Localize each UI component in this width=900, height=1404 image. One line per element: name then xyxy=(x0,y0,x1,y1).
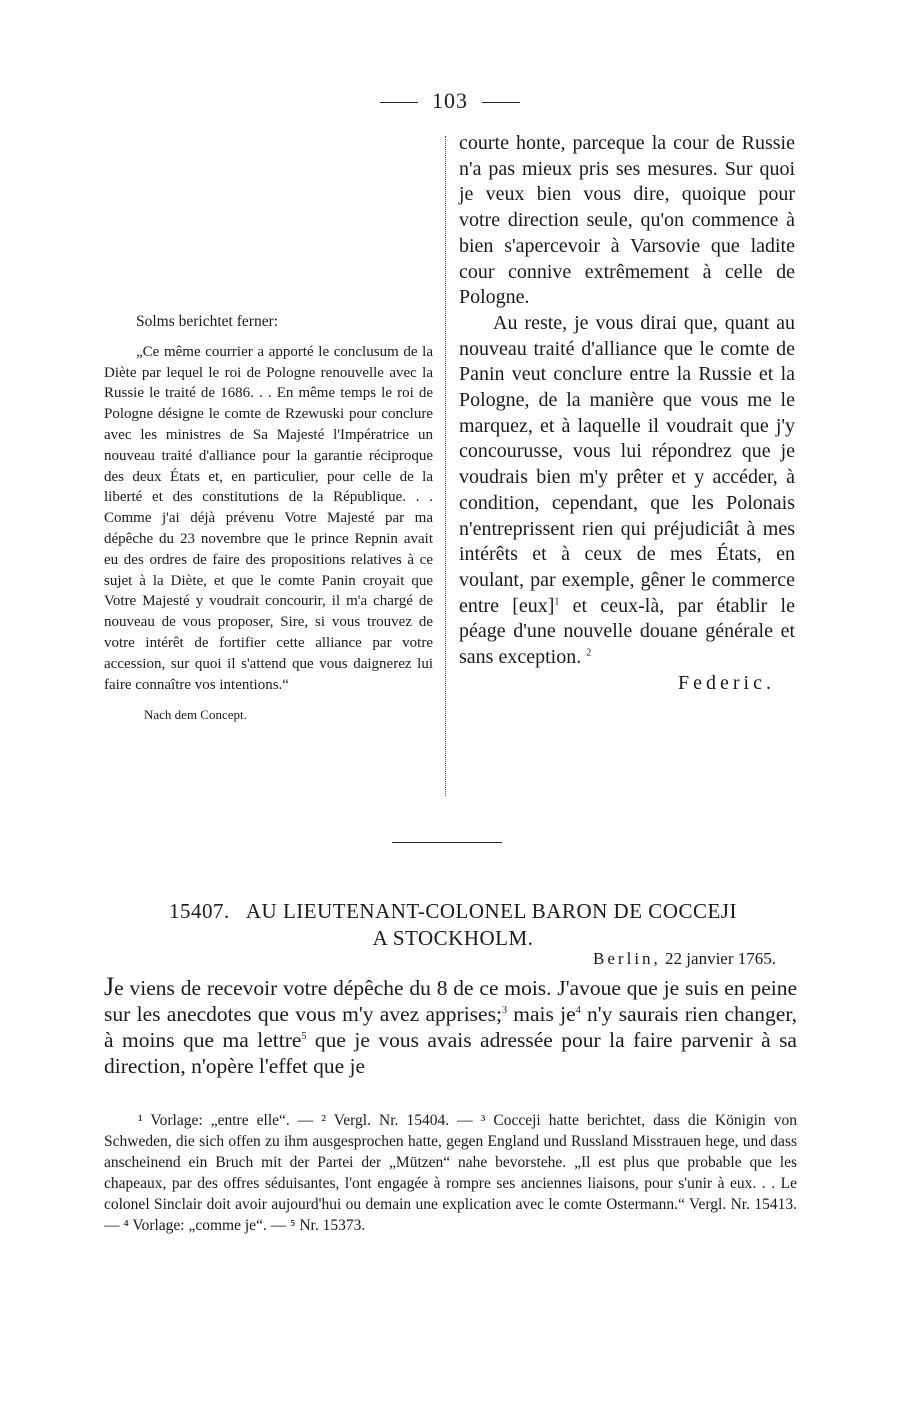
footnote-ref-4: 4 xyxy=(575,1004,581,1016)
section-separator xyxy=(392,842,502,843)
letter-initial: J xyxy=(104,972,115,1001)
footnote-ref-1: 1 xyxy=(554,596,560,607)
right-column xyxy=(459,131,795,696)
page-number-left-rule xyxy=(380,102,418,103)
left-column xyxy=(104,312,433,726)
letter-heading-line-2: A STOCKHOLM. xyxy=(372,926,534,950)
left-column-source-note: Nach dem Concept. xyxy=(144,707,247,723)
footnote-ref-5: 5 xyxy=(301,1030,307,1042)
dateline-place: Berlin, xyxy=(593,949,661,968)
letter-body-text-c: n'y saurais rien changer, à moins que ma lettre xyxy=(104,1002,797,1052)
letter-heading xyxy=(128,898,778,952)
letter-number: 15407. xyxy=(169,899,230,923)
footnote-ref-2: 2 xyxy=(586,647,592,659)
right-paragraph-2-text-b: et ceux-là, par établir le péage d'une nouvelle douane générale et sans exception. xyxy=(459,594,795,669)
letter-body-text-b: mais je xyxy=(506,1002,576,1026)
page-number xyxy=(0,88,900,114)
dateline-date: 22 janvier 1765. xyxy=(665,949,776,968)
signature: Federic. xyxy=(678,671,775,694)
page-number-text: 103 xyxy=(432,88,468,113)
left-column-intro: Solms berichtet ferner: xyxy=(136,313,279,330)
footnote-ref-3: 3 xyxy=(501,1004,507,1016)
dateline xyxy=(440,949,776,969)
page-number-right-rule xyxy=(482,102,520,103)
letter-addressee: AU LIEUTENANT-COLONEL BARON DE COCCEJI xyxy=(245,899,737,923)
right-column-paragraph-1: courte honte, parceque la cour de Russie n'a pas mieux pris ses mesures. Sur quoi je veux bien vous dire, quoique pour votre direction seule, qu'on commence à bien s'apercevoir à Varsovie que ladite cour connive extrêmement à celle de Pologne. xyxy=(459,132,795,309)
column-divider xyxy=(445,136,446,796)
letter-body-text-d: que je vous avais adressée pour la faire parvenir à sa direction, n'opère l'effet que je xyxy=(104,1028,797,1078)
left-column-quote: „Ce même courrier a apporté le conclusum de la Diète par lequel le roi de Pologne renouvelle avec la Russie le traité de 1686. . . En même temps le roi de Pologne désigne le comte de Rzewuski pour conclure avec les ministres de Sa Majesté l'Impératrice un nouveau traité d'alliance pour la garantie réciproque des deux États et, en particulier, pour celle de la liberté et des constitutions de la République. . . Comme j'ai déjà prévenu Votre Majesté par ma dépêche du 23 novembre que le prince Repnin avait eu des ordres de faire des propositions relatives à ce sujet à la Diète, et que le comte Panin croyait que Votre Majesté y voudrait concourir, il m'a chargé de nouveau de vous proposer, Sire, si vous trouvez de votre intérêt de fortifier cette alliance par votre accession, sur quoi il s'attend que vous daignerez lui faire connaître vos intentions.“ xyxy=(104,343,433,693)
letter-body xyxy=(104,974,797,1079)
letter-heading-line-1 xyxy=(128,898,778,925)
right-paragraph-2-text-a: Au reste, je vous dirai que, quant au nouveau traité d'alliance que le comte de Panin veut conclure entre la Russie et la Pologne, de la manière que vous me le marquez, et à laquelle il voudrait que j'y concourusse, vous lui répondrez que je voudrais bien m'y prêter et y accéder, à condition, cependant, que les Polonais n'entreprissent rien qui préjudiciât à mes intérêts et à ceux de mes États, en voulant, par exemple, gêner le commerce entre [eux] xyxy=(459,311,795,617)
footnotes: ¹ Vorlage: „entre elle“. — ² Vergl. Nr. 15404. — ³ Cocceji hatte berichtet, dass die Königin von Schweden, die sich offen zu ihm ausgesprochen hatte, gegen England und Russland Misstrauen hege, und dass anscheinend ein Bruch mit der Partei der „Mützen“ nahe bevorstehe. „Il est plus que probable que les chapeaux, par des offres séduisantes, l'ont engagée à rompre ses anciennes liaisons, pour s'unir à eux. . . Le colonel Sinclair doit avoir aujourd'hui ou demain une explication avec le comte Ostermann.“ Vergl. Nr. 15413. — ⁴ Vorlage: „comme je“. — ⁵ Nr. 15373. xyxy=(104,1112,797,1234)
right-column-paragraph-2 xyxy=(459,311,795,671)
letter-body-text-a: e viens de recevoir votre dépêche du 8 de ce mois. J'avoue que je suis en peine sur les anecdotes que vous m'y avez apprises; xyxy=(104,976,797,1026)
